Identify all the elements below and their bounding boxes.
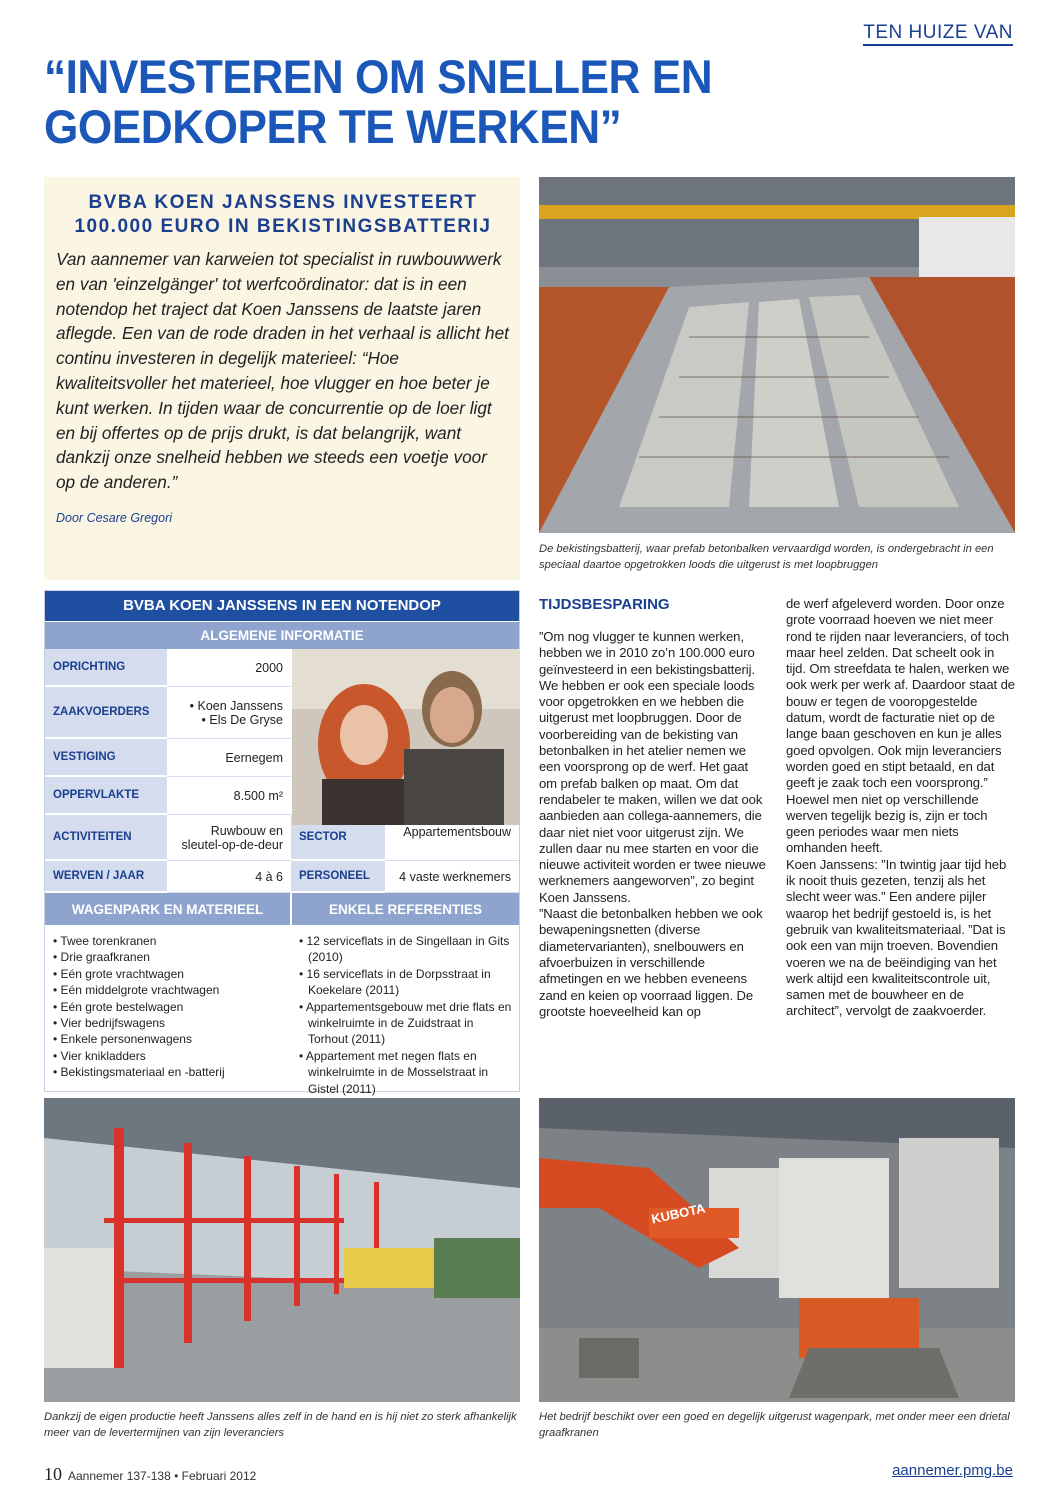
row-value: Ruwbouw en sleutel-op-de-deur: [167, 815, 291, 861]
list-item: • 16 serviceflats in de Dorpsstraat in Koekelare (2011): [299, 966, 491, 998]
fleet-list: [53, 933, 289, 1081]
row-label: OPRICHTING: [45, 649, 167, 687]
intro-subhead: BVBA KOEN JANSSENS INVESTEERT 100.000 EURO IN BEKISTINGSBATTERIJ: [74, 192, 492, 237]
footer-issue: [44, 1464, 256, 1485]
row-label: ACTIVITEITEN: [45, 815, 167, 861]
factbox: [44, 590, 520, 1096]
headline: “INVESTEREN OM SNELLER EN GOEDKOPER TE WERKEN”: [44, 50, 713, 153]
row-oppervlakte: [45, 777, 291, 815]
refs-header: ENKELE REFERENTIES: [292, 893, 519, 925]
photo-storage-racks: [44, 1098, 520, 1402]
sector-label: SECTOR: [291, 815, 385, 861]
list-item: • Twee torenkranen: [53, 934, 157, 948]
formwork-hall-image: [539, 177, 1015, 533]
list-item: • Enkele personenwagens: [53, 1032, 192, 1047]
caption-bottom-left: Dankzij de eigen productie heeft Janssens alles zelf in de hand en is hij niet zo sterk afhankelijk meer van de levertermijnen van zijn leveranciers: [44, 1411, 517, 1439]
storage-racks-image: [44, 1098, 520, 1402]
list-item: • Appartementsgebouw met drie flats en winkelruimte in de Zuidstraat in Torhout (2011): [299, 999, 512, 1047]
article-paragraph: de werf afgeleverd worden. Door onze grote voorraad hoeven we niet meer rond te rijden naar leveranciers, of toch maar heel zelden. Dat scheelt ook in tijd. Om streefdata te halen, werken we ook werk per werk af. Daardoor staat de bouw er tegen de vooropgestelde datum, wordt de facturatie niet op de lange baan geschoven en kun je alles goed opvolgen. Ook mijn leveranciers worden goed en stipt betaald, en dat geeft je zaak toch een voorsprong.” Hoewel men niet op verschillende werven tegelijk bezig is, zijn er toch geen periodes waar men niets omhanden heeft.: [786, 596, 1015, 856]
references-list: [299, 933, 513, 1097]
article-paragraph: ”Naast die betonbalken hebben we ook bewapeningsnetten (diverse diametervarianten), snelbouwers en afvoerbuizen in verschillende afmetingen en we hebben eveneens zand en keien op voorraad liggen. De grootste hoeveelheid kan op: [539, 906, 763, 1019]
list-item: • Eén middelgrote vrachtwagen: [53, 983, 220, 998]
caption-top: De bekistingsbatterij, waar prefab betonbalken vervaardigd worden, is ondergebracht in een speciaal daartoe opgetrokken loods die uitgerust is met loopbruggen: [539, 543, 994, 571]
article-column-2: [786, 596, 1016, 1020]
row-vestiging: [45, 739, 291, 777]
sector-value: Appartementsbouw: [385, 815, 519, 861]
article-heading: TIJDSBESPARING: [539, 596, 670, 613]
fleet-header: WAGENPARK EN MATERIEEL: [45, 893, 290, 925]
factbox-lists-header: [45, 893, 519, 925]
row-value: 4 à 6: [167, 861, 291, 893]
factbox-general-header: ALGEMENE INFORMATIE: [45, 621, 519, 649]
photo-formwork-hall: [539, 177, 1015, 533]
row-value: 2000: [167, 649, 291, 687]
row-zaakvoerders: [45, 687, 291, 739]
list-item: • 12 serviceflats in de Singellaan in Gits (2010): [299, 934, 510, 965]
article-paragraph: Koen Janssens: ”In twintig jaar tijd heb ik nooit thuis gezeten, tenzij als het slecht weer was.” Een andere pijler waarop het bedrijf gestoeld is, is het gebruik van kwaliteitsmateriaal. ”Dat is ook een van mijn troeven. Bovendien voeren we na de beëindiging van het werk altijd een kwaliteitscontrole uit, samen met de bouwheer en de architect”, vervolgt de zaakvoerder.: [786, 856, 1007, 1019]
list-item: • Eén grote bestelwagen: [53, 999, 184, 1014]
list-item: • Appartement met negen flats en winkelruimte in de Mosselstraat in Gistel (2011): [299, 1048, 489, 1096]
row-value: • Koen Janssens • Els De Gryse: [167, 687, 291, 739]
article-column-1: [539, 629, 769, 1020]
list-item: • Vier knikladders: [53, 1048, 146, 1063]
intro-box: [44, 177, 520, 580]
page-number: 10: [44, 1464, 62, 1484]
intro-text: Van aannemer van karweien tot specialist in ruwbouwwerk en van 'einzelgänger' tot werfcoördinator: dat is in een notendop het traject dat Koen Janssens de laatste jaren aflegde. Een van de rode draden in het verhaal is allicht het continu investeren in degelijk materieel: “Hoe kwaliteitsvoller het materieel, hoe vlugger en hoe beter je kunt werken. In tijden waar de concurrentie op de loer ligt en bij offertes op de prijs drukt, is dat belangrijk, want dankzij onze snelheid hebben we steeds een voetje voor op de anderen.”: [56, 249, 509, 493]
row-value: 8.500 m²: [167, 777, 291, 815]
caption-bottom-right: Het bedrijf beschikt over een goed en degelijk uitgerust wagenpark, met onder meer een drietal graafkranen: [539, 1411, 1010, 1439]
machine-brand-label: KUBOTA: [650, 1200, 707, 1227]
personeel-label: PERSONEEL: [291, 861, 385, 893]
section-tag: TEN HUIZE VAN: [863, 22, 1013, 46]
row-label: VESTIGING: [45, 739, 167, 777]
photo-excavators: [539, 1098, 1015, 1402]
factbox-title: BVBA KOEN JANSSENS IN EEN NOTENDOP: [45, 591, 519, 621]
row-label: ZAAKVOERDERS: [45, 687, 167, 739]
row-werven: [45, 861, 519, 893]
portrait-photo: [292, 649, 520, 825]
article-paragraph: ”Om nog vlugger te kunnen werken, hebben we in 2010 zo’n 100.000 euro geïnvesteerd in een bekistingsbatterij. We hebben er ook een speciale loods voor opgetrokken en we hebben die uitgerust met loopbruggen. Door de voorbereiding van de bekisting van betonbalken in het atelier nemen we een voorsprong op de werf. Het gaat om prefab balken op maat. Om dat rendabeler te maken, willen we dat ook aanbieden aan collega-aannemers, die daar niet niet voor uitgerust zijn. We zullen daar nu mee starten en voor die nieuwe activiteit worden er twee nieuwe werknemers aangeworven”, zo begint Koen Janssens.: [539, 629, 766, 905]
row-label: OPPERVLAKTE: [45, 777, 167, 815]
excavators-image: [539, 1098, 1015, 1402]
byline: Door Cesare Gregori: [56, 510, 173, 525]
list-item: • Drie graafkranen: [53, 950, 150, 965]
row-oprichting: [45, 649, 291, 687]
row-label: WERVEN / JAAR: [45, 861, 167, 893]
personeel-value: 4 vaste werknemers: [385, 861, 519, 893]
row-value: Eernegem: [167, 739, 291, 777]
list-item: • Vier bedrijfswagens: [53, 1016, 166, 1031]
issue-label: Aannemer 137-138 • Februari 2012: [68, 1469, 257, 1483]
list-item: • Bekistingsmateriaal en -batterij: [53, 1065, 225, 1080]
list-item: • Eén grote vrachtwagen: [53, 966, 184, 981]
website-link[interactable]: aannemer.pmg.be: [892, 1462, 1013, 1479]
